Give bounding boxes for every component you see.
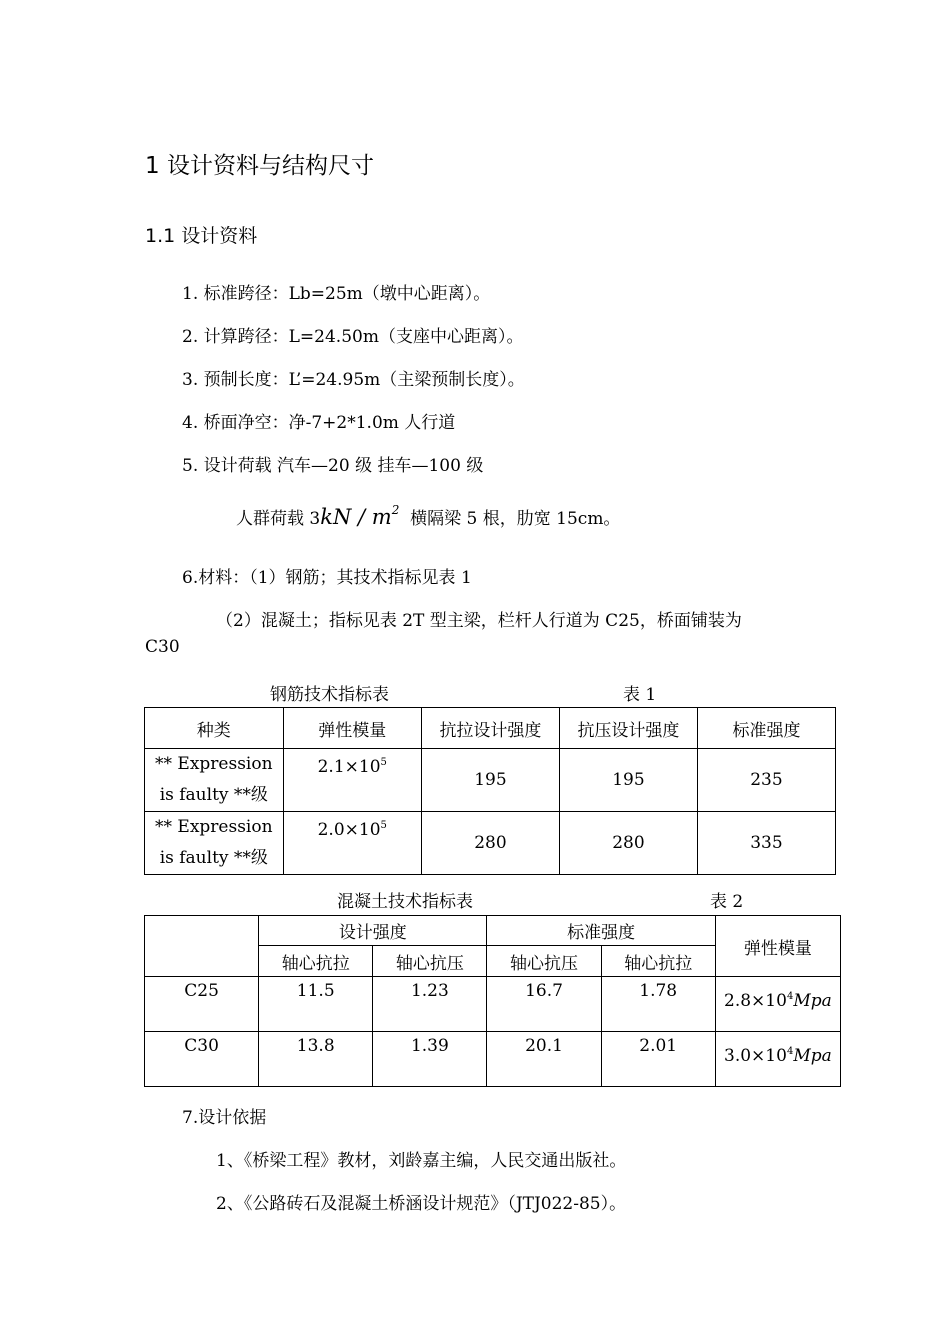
modulus-exp: 5 bbox=[380, 820, 387, 831]
modulus-cell bbox=[283, 812, 421, 875]
modulus-base: 2.0×10 bbox=[317, 820, 381, 840]
item-prefab-length: 3. 预制长度：L’=24.95m（主梁预制长度）。 bbox=[182, 370, 525, 390]
crowd-load-prefix: 人群荷载 3 bbox=[236, 509, 321, 529]
header-cell: 种类 bbox=[145, 708, 284, 749]
group-standard-header: 标准强度 bbox=[487, 916, 715, 946]
subheader-cell: 轴心抗拉 bbox=[259, 946, 373, 977]
table-row bbox=[145, 1032, 841, 1087]
tension-cell: 280 bbox=[421, 812, 559, 875]
basis-item: 2、《公路砖石及混凝土桥涵设计规范》（JTJ022-85）。 bbox=[216, 1194, 627, 1214]
crowd-load-suffix: 横隔梁 5 根，肋宽 15cm。 bbox=[399, 509, 621, 529]
header-cell: 弹性模量 bbox=[283, 708, 421, 749]
tension-cell: 195 bbox=[421, 749, 559, 812]
modulus-cell bbox=[715, 977, 840, 1032]
basis-title: 7.设计依据 bbox=[182, 1108, 267, 1128]
compression-cell: 280 bbox=[559, 812, 697, 875]
steel-type-line2: is faulty **级 bbox=[159, 785, 268, 805]
table-header-row bbox=[145, 916, 841, 946]
value-cell: 13.8 bbox=[259, 1032, 373, 1087]
steel-type-cell bbox=[145, 749, 284, 812]
value-cell: 20.1 bbox=[487, 1032, 601, 1087]
materials-line: 6.材料：（1）钢筋；其技术指标见表 1 bbox=[182, 568, 472, 588]
table-row bbox=[145, 977, 841, 1032]
grade-cell: C30 bbox=[145, 1032, 259, 1087]
table1-caption: 钢筋技术指标表 bbox=[270, 685, 389, 705]
crowd-load-unit-power: 2 bbox=[391, 503, 400, 517]
concrete-line-1: （2）混凝土；指标见表 2T 型主梁，栏杆人行道为 C25，桥面铺装为 bbox=[216, 611, 742, 631]
value-cell: 2.01 bbox=[601, 1032, 715, 1087]
header-cell: 抗拉设计强度 bbox=[421, 708, 559, 749]
header-cell: 抗压设计强度 bbox=[559, 708, 697, 749]
item-standard-span: 1. 标准跨径：Lb=25m（墩中心距离）。 bbox=[182, 284, 491, 304]
modulus-base: 2.8×10 bbox=[724, 991, 787, 1011]
modulus-exp: 4 bbox=[786, 1046, 794, 1057]
table-row bbox=[145, 812, 836, 875]
header-cell: 标准强度 bbox=[697, 708, 835, 749]
value-cell: 16.7 bbox=[487, 977, 601, 1032]
item-calc-span: 2. 计算跨径：L=24.50m（支座中心距离）。 bbox=[182, 327, 524, 347]
modulus-unit: Mpa bbox=[793, 991, 832, 1011]
crowd-load-line bbox=[236, 503, 620, 529]
table-row bbox=[145, 749, 836, 812]
compression-cell: 195 bbox=[559, 749, 697, 812]
section-heading: 1 设计资料与结构尺寸 bbox=[145, 153, 374, 179]
crowd-load-unit: kN / m bbox=[320, 505, 392, 529]
steel-type-line1: ** Expression bbox=[155, 754, 273, 774]
item-deck-clearance: 4. 桥面净空：净-7+2*1.0m 人行道 bbox=[182, 413, 456, 433]
subsection-heading: 1.1 设计资料 bbox=[145, 225, 258, 247]
subheader-cell: 轴心抗压 bbox=[373, 946, 487, 977]
modulus-header: 弹性模量 bbox=[715, 916, 840, 977]
standard-cell: 235 bbox=[697, 749, 835, 812]
table-header-row bbox=[145, 708, 836, 749]
modulus-cell bbox=[715, 1032, 840, 1087]
value-cell: 11.5 bbox=[259, 977, 373, 1032]
value-cell: 1.39 bbox=[373, 1032, 487, 1087]
steel-type-line2: is faulty **级 bbox=[159, 848, 268, 868]
modulus-exp: 4 bbox=[786, 991, 794, 1002]
blank-header-cell bbox=[145, 916, 259, 977]
group-design-header: 设计强度 bbox=[259, 916, 487, 946]
concrete-line-2: C30 bbox=[145, 637, 180, 657]
concrete-table bbox=[144, 915, 841, 1087]
steel-type-line1: ** Expression bbox=[155, 817, 273, 837]
subheader-cell: 轴心抗压 bbox=[487, 946, 601, 977]
subheader-cell: 轴心抗拉 bbox=[601, 946, 715, 977]
steel-type-cell bbox=[145, 812, 284, 875]
value-cell: 1.78 bbox=[601, 977, 715, 1032]
modulus-exp: 5 bbox=[380, 757, 387, 768]
table1-label: 表 1 bbox=[623, 685, 657, 705]
modulus-base: 3.0×10 bbox=[724, 1046, 787, 1066]
grade-cell: C25 bbox=[145, 977, 259, 1032]
modulus-unit: Mpa bbox=[793, 1046, 832, 1066]
standard-cell: 335 bbox=[697, 812, 835, 875]
modulus-base: 2.1×10 bbox=[317, 757, 381, 777]
basis-item: 1、《桥梁工程》教材，刘龄嘉主编，人民交通出版社。 bbox=[216, 1151, 627, 1171]
modulus-cell bbox=[283, 749, 421, 812]
value-cell: 1.23 bbox=[373, 977, 487, 1032]
table2-label: 表 2 bbox=[710, 892, 744, 912]
table2-caption: 混凝土技术指标表 bbox=[337, 892, 473, 912]
item-design-load: 5. 设计荷载 汽车—20 级 挂车—100 级 bbox=[182, 456, 484, 476]
steel-table bbox=[144, 707, 836, 875]
